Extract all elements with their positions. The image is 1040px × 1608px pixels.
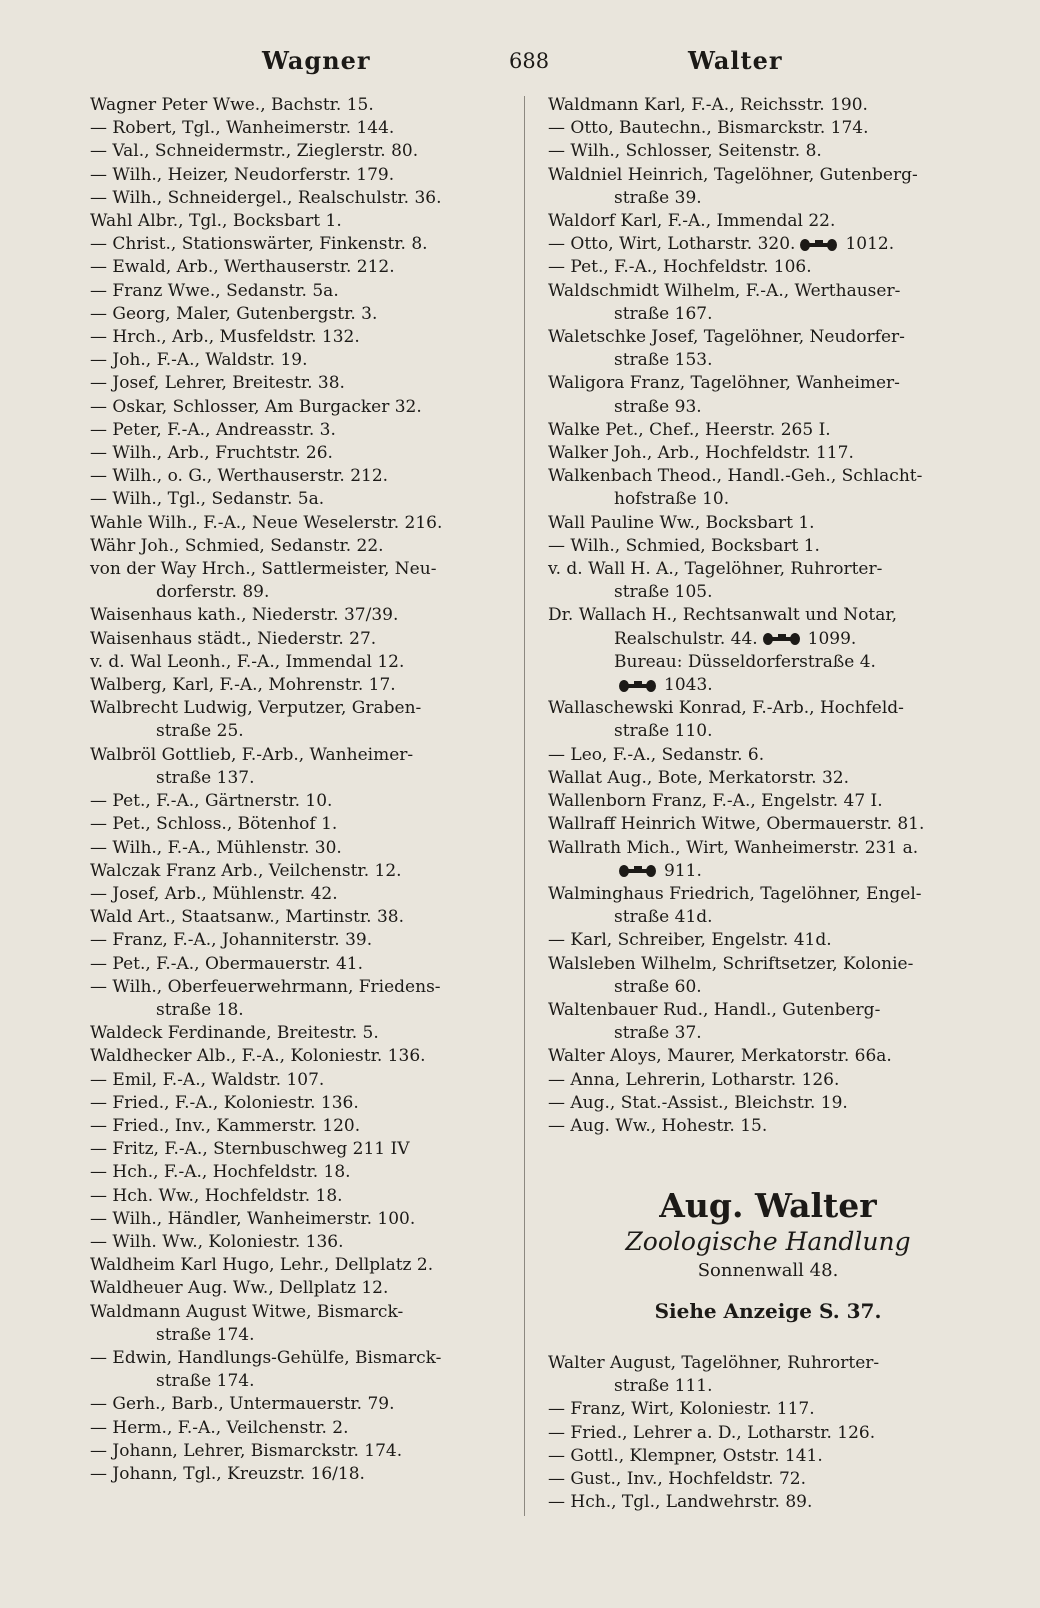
directory-entry (90, 1138, 530, 1161)
entry-text: — Wilh., Schlosser, Seitenstr. 8. (548, 141, 822, 162)
directory-entry (548, 140, 988, 163)
directory-entry (90, 280, 530, 303)
directory-entry (548, 233, 988, 256)
directory-entry (548, 813, 988, 836)
entry-text: — Gerh., Barb., Untermauerstr. 79. (90, 1394, 395, 1415)
telephone-icon (618, 864, 658, 878)
entry-text: straße 137. (156, 767, 255, 788)
directory-entry (548, 94, 988, 117)
directory-entry (548, 976, 988, 999)
directory-entry (90, 349, 530, 372)
entry-text: Wahle Wilh., F.-A., Neue Weselerstr. 216. (90, 512, 443, 533)
directory-entry (548, 953, 988, 976)
entry-text: Wagner Peter Wwe., Bachstr. 15. (90, 95, 374, 115)
directory-entry (90, 1324, 530, 1347)
entry-text: — Wilh., Schneidergel., Realschulstr. 36. (90, 187, 442, 208)
directory-entry (548, 581, 988, 604)
entry-text: straße 153. (614, 350, 713, 371)
phone-number: 1099. (807, 628, 857, 649)
entry-text: Walbröl Gottlieb, F.-Arb., Wanheimer- (90, 744, 414, 765)
directory-entry (90, 94, 530, 117)
entry-text: — Wilh., Schmied, Bocksbart 1. (548, 535, 820, 556)
entry-text: — Anna, Lehrerin, Lotharstr. 126. (548, 1069, 840, 1090)
entry-text: — Pet., F.-A., Gärtnerstr. 10. (90, 791, 333, 812)
directory-entry (548, 558, 988, 581)
directory-entry (90, 628, 530, 651)
entry-text: Wald Art., Staatsanw., Martinstr. 38. (90, 907, 404, 928)
directory-entry (548, 883, 988, 906)
entry-text: Währ Joh., Schmied, Sedanstr. 22. (90, 535, 384, 556)
entry-text: straße 18. (156, 999, 244, 1020)
phone-number: 911. (664, 860, 702, 881)
entry-text: — Josef, Arb., Mühlenstr. 42. (90, 883, 338, 904)
entry-text: — Hch. Ww., Hochfeldstr. 18. (90, 1185, 343, 1206)
directory-entry (548, 210, 988, 233)
directory-entry (548, 326, 988, 349)
entry-text: straße 93. (614, 396, 702, 417)
entry-text: Waldheim Karl Hugo, Lehr., Dellplatz 2. (90, 1255, 434, 1276)
directory-entry (90, 1301, 530, 1324)
directory-entry (90, 860, 530, 883)
entry-text: Waisenhaus städt., Niederstr. 27. (90, 628, 377, 649)
entry-text: Waisenhaus kath., Niederstr. 37/39. (90, 605, 399, 626)
entry-text: — Peter, F.-A., Andreasstr. 3. (90, 419, 336, 440)
entry-text: — Joh., F.-A., Waldstr. 19. (90, 350, 308, 371)
entry-text: Waldorf Karl, F.-A., Immendal 22. (548, 211, 836, 232)
directory-entry (90, 837, 530, 860)
directory-entry (90, 140, 530, 163)
directory-entry (90, 396, 530, 419)
directory-entry (548, 256, 988, 279)
entry-text: Wallrath Mich., Wirt, Wanheimerstr. 231 a. (548, 837, 919, 858)
directory-entry (90, 256, 530, 279)
entry-text: — Fritz, F.-A., Sternbuschweg 211 IV (90, 1139, 410, 1160)
directory-entry (90, 465, 530, 488)
entry-text: — Wilh., Oberfeuerwehrmann, Friedens- (90, 976, 441, 997)
directory-entry (548, 1468, 988, 1491)
directory-entry (548, 744, 988, 767)
entry-text: straße 39. (614, 187, 702, 208)
entry-text: Waldheuer Aug. Ww., Dellplatz 12. (90, 1278, 389, 1299)
directory-entry (548, 651, 988, 674)
entry-text: straße 167. (614, 303, 713, 324)
entry-text: — Wilh., Arb., Fruchtstr. 26. (90, 443, 333, 464)
entry-text: — Johann, Lehrer, Bismarckstr. 174. (90, 1440, 403, 1461)
directory-entry (90, 790, 530, 813)
directory-entry (548, 535, 988, 558)
entry-text: — Herm., F.-A., Veilchenstr. 2. (90, 1417, 349, 1438)
directory-entry (90, 419, 530, 442)
directory-entry (90, 1115, 530, 1138)
directory-entry (90, 1417, 530, 1440)
directory-entry (548, 837, 988, 860)
entry-text: straße 174. (156, 1324, 255, 1345)
directory-entry (548, 117, 988, 140)
directory-entry (548, 1491, 988, 1514)
entry-text: Dr. Wallach H., Rechtsanwalt und Notar, (548, 605, 897, 626)
directory-entry (90, 720, 530, 743)
directory-entry (90, 1393, 530, 1416)
directory-entry (90, 1231, 530, 1254)
directory-entry (548, 1375, 988, 1398)
entry-text: Wallenborn Franz, F.-A., Engelstr. 47 I. (548, 791, 883, 812)
directory-entry (548, 349, 988, 372)
entry-text: — Edwin, Handlungs-Gehülfe, Bismarck- (90, 1347, 442, 1368)
entry-text: — Ewald, Arb., Werthauserstr. 212. (90, 257, 395, 278)
entry-text: — Pet., Schloss., Bötenhof 1. (90, 814, 338, 835)
entry-text: Wallaschewski Konrad, F.-Arb., Hochfeld- (548, 698, 904, 719)
directory-entry (548, 674, 988, 697)
entry-text: — Hch., F.-A., Hochfeldstr. 18. (90, 1162, 351, 1183)
entry-text: Waldmann August Witwe, Bismarck- (90, 1301, 404, 1322)
directory-entry (90, 1254, 530, 1277)
directory-entry (90, 883, 530, 906)
entry-text: Waldhecker Alb., F.-A., Koloniestr. 136. (90, 1046, 426, 1067)
entry-text: — Franz, Wirt, Koloniestr. 117. (548, 1399, 815, 1420)
right-column-after-ad (548, 1352, 988, 1514)
entry-text: — Otto, Wirt, Lotharstr. 320. (548, 234, 796, 255)
entry-text: — Emil, F.-A., Waldstr. 107. (90, 1069, 325, 1090)
entry-text: — Hch., Tgl., Landwehrstr. 89. (548, 1492, 813, 1513)
entry-text: Walke Pet., Chef., Heerstr. 265 I. (548, 419, 831, 440)
directory-entry (90, 233, 530, 256)
directory-entry (90, 744, 530, 767)
directory-entry (90, 535, 530, 558)
directory-entry (90, 674, 530, 697)
entry-text: straße 41d. (614, 907, 713, 928)
directory-entry (548, 1445, 988, 1468)
entry-text: Waligora Franz, Tagelöhner, Wanheimer- (548, 373, 900, 394)
directory-entry (548, 303, 988, 326)
directory-entry (90, 953, 530, 976)
directory-entry (90, 1185, 530, 1208)
entry-text: Walczak Franz Arb., Veilchenstr. 12. (90, 860, 402, 881)
entry-text: — Otto, Bautechn., Bismarckstr. 174. (548, 118, 869, 139)
entry-text: straße 111. (614, 1376, 713, 1397)
entry-text: Walker Joh., Arb., Hochfeldstr. 117. (548, 443, 854, 464)
ad-business: Zoologische Handlung (625, 1227, 911, 1256)
directory-entry (90, 210, 530, 233)
entry-text: dorferstr. 89. (156, 582, 270, 603)
directory-entry (548, 720, 988, 743)
entry-text: — Wilh., Heizer, Neudorferstr. 179. (90, 164, 395, 185)
directory-entry (90, 697, 530, 720)
directory-entry (90, 813, 530, 836)
directory-entry (90, 488, 530, 511)
entry-text: — Pet., F.-A., Obermauerstr. 41. (90, 953, 364, 974)
directory-entry (548, 1398, 988, 1421)
directory-entry (548, 906, 988, 929)
directory-entry (90, 558, 530, 581)
directory-entry (548, 372, 988, 395)
directory-entry (548, 790, 988, 813)
directory-entry (548, 488, 988, 511)
directory-entry (90, 187, 530, 210)
directory-entry (90, 767, 530, 790)
entry-text: Waltenbauer Rud., Handl., Gutenberg- (548, 999, 881, 1020)
ad-note: Siehe Anzeige S. 37. (654, 1299, 882, 1323)
directory-entry (90, 1092, 530, 1115)
entry-text: Waldschmidt Wilhelm, F.-A., Werthauser- (548, 280, 901, 301)
entry-text: Waldniel Heinrich, Tagelöhner, Gutenberg- (548, 164, 918, 185)
directory-entry (90, 303, 530, 326)
telephone-icon (799, 238, 839, 252)
directory-entry (548, 512, 988, 535)
entry-text: — Fried., F.-A., Koloniestr. 136. (90, 1092, 359, 1113)
entry-text: — Josef, Lehrer, Breitestr. 38. (90, 373, 345, 394)
entry-text: — Oskar, Schlosser, Am Burgacker 32. (90, 396, 422, 417)
advertisement (548, 1186, 988, 1324)
entry-text: — Gust., Inv., Hochfeldstr. 72. (548, 1469, 807, 1490)
entry-text: Wallat Aug., Bote, Merkatorstr. 32. (548, 767, 850, 788)
directory-entry (90, 326, 530, 349)
entry-text: Walberg, Karl, F.-A., Mohrenstr. 17. (90, 675, 396, 696)
directory-entry (548, 1092, 988, 1115)
directory-entry (548, 164, 988, 187)
entry-text: straße 60. (614, 976, 702, 997)
directory-entry (90, 1161, 530, 1184)
entry-text: straße 174. (156, 1371, 255, 1392)
entry-text: Bureau: Düsseldorferstraße 4. (614, 651, 876, 672)
entry-text: straße 25. (156, 721, 244, 742)
directory-entry (90, 164, 530, 187)
directory-entry (548, 396, 988, 419)
entry-text: v. d. Wal Leonh., F.-A., Immendal 12. (90, 651, 405, 672)
directory-entry (90, 929, 530, 952)
directory-entry (90, 1440, 530, 1463)
entry-text: — Val., Schneidermstr., Zieglerstr. 80. (90, 141, 419, 162)
entry-text: Walbrecht Ludwig, Verputzer, Graben- (90, 698, 422, 719)
entry-text: — Aug. Ww., Hohestr. 15. (548, 1115, 768, 1136)
directory-entry (548, 442, 988, 465)
header-left-keyword: Wagner (262, 46, 371, 75)
directory-entry (548, 767, 988, 790)
directory-entry (90, 1069, 530, 1092)
directory-entry (548, 187, 988, 210)
directory-entry (548, 1115, 988, 1138)
directory-entry (90, 651, 530, 674)
entry-text: hofstraße 10. (614, 489, 730, 510)
phone-number: 1043. (664, 675, 713, 696)
directory-entry (90, 117, 530, 140)
directory-entry (548, 280, 988, 303)
directory-entry (548, 419, 988, 442)
entry-text: v. d. Wall H. A., Tagelöhner, Ruhrorter- (548, 559, 883, 580)
entry-text: Walminghaus Friedrich, Tagelöhner, Engel- (548, 883, 922, 904)
entry-text: — Karl, Schreiber, Engelstr. 41d. (548, 930, 832, 951)
entry-text: straße 37. (614, 1023, 702, 1044)
entry-text: — Leo, F.-A., Sedanstr. 6. (548, 744, 765, 765)
entry-text: — Wilh., F.-A., Mühlenstr. 30. (90, 837, 342, 858)
directory-entry (90, 604, 530, 627)
directory-entry (90, 372, 530, 395)
directory-entry (548, 1069, 988, 1092)
left-column (90, 94, 530, 1486)
entry-text: — Fried., Lehrer a. D., Lotharstr. 126. (548, 1422, 876, 1443)
entry-text: Walter August, Tagelöhner, Ruhrorter- (548, 1353, 880, 1373)
entry-text: — Aug., Stat.-Assist., Bleichstr. 19. (548, 1092, 848, 1113)
entry-text: — Wilh., Händler, Wanheimerstr. 100. (90, 1208, 416, 1229)
entry-text: — Georg, Maler, Gutenbergstr. 3. (90, 303, 378, 324)
entry-text: Wahl Albr., Tgl., Bocksbart 1. (90, 211, 342, 232)
directory-entry (548, 465, 988, 488)
directory-entry (90, 512, 530, 535)
entry-text: — Franz, F.-A., Johanniterstr. 39. (90, 930, 373, 951)
entry-text: Wall Pauline Ww., Bocksbart 1. (548, 512, 815, 533)
entry-text: Walsleben Wilhelm, Schriftsetzer, Kolonie- (548, 953, 914, 974)
phone-number: 1012. (845, 234, 895, 255)
directory-entry (548, 628, 988, 651)
entry-text: Waldeck Ferdinande, Breitestr. 5. (90, 1023, 379, 1044)
directory-entry (548, 1352, 988, 1375)
directory-entry (90, 906, 530, 929)
entry-text: — Christ., Stationswärter, Finkenstr. 8. (90, 234, 428, 255)
entry-text: von der Way Hrch., Sattlermeister, Neu- (90, 559, 437, 580)
ad-address: Sonnenwall 48. (697, 1260, 839, 1281)
entry-text: — Wilh., Tgl., Sedanstr. 5a. (90, 489, 325, 510)
directory-entry (548, 1022, 988, 1045)
directory-entry (90, 1045, 530, 1068)
header-right-keyword: Walter (688, 46, 783, 75)
entry-text: Realschulstr. 44. (614, 628, 758, 649)
directory-entry (90, 1022, 530, 1045)
directory-entry (548, 860, 988, 883)
telephone-icon (762, 632, 802, 646)
page-number: 688 (509, 49, 550, 73)
directory-entry (90, 1370, 530, 1393)
entry-text: — Johann, Tgl., Kreuzstr. 16/18. (90, 1463, 365, 1484)
directory-entry (90, 1277, 530, 1300)
entry-text: — Franz Wwe., Sedanstr. 5a. (90, 280, 339, 301)
entry-text: — Wilh. Ww., Koloniestr. 136. (90, 1231, 344, 1252)
entry-text: — Gottl., Klempner, Oststr. 141. (548, 1445, 823, 1466)
directory-entry (90, 1463, 530, 1486)
entry-text: Waldmann Karl, F.-A., Reichsstr. 190. (548, 95, 868, 115)
entry-text: — Pet., F.-A., Hochfeldstr. 106. (548, 257, 812, 278)
directory-entry (90, 1208, 530, 1231)
entry-text: — Wilh., o. G., Werthauserstr. 212. (90, 466, 389, 487)
entry-text: Walter Aloys, Maurer, Merkatorstr. 66a. (548, 1046, 892, 1067)
directory-entry (90, 581, 530, 604)
directory-entry (548, 999, 988, 1022)
directory-entry (90, 976, 530, 999)
directory-entry (548, 929, 988, 952)
entry-text: straße 105. (614, 582, 713, 603)
ad-name: Aug. Walter (659, 1186, 877, 1225)
entry-text: Walkenbach Theod., Handl.-Geh., Schlacht- (548, 466, 923, 487)
directory-entry (90, 442, 530, 465)
entry-text: — Hrch., Arb., Musfeldstr. 132. (90, 327, 360, 348)
entry-text: — Robert, Tgl., Wanheimerstr. 144. (90, 118, 395, 139)
directory-entry (548, 697, 988, 720)
entry-text: straße 110. (614, 721, 713, 742)
directory-entry (90, 999, 530, 1022)
directory-entry (90, 1347, 530, 1370)
directory-entry (548, 1045, 988, 1068)
directory-entry (548, 1422, 988, 1445)
entry-text: Wallraff Heinrich Witwe, Obermauerstr. 81. (548, 814, 925, 835)
right-column (548, 94, 988, 1138)
directory-entry (548, 604, 988, 627)
entry-text: Waletschke Josef, Tagelöhner, Neudorfer- (548, 327, 905, 348)
telephone-icon (618, 679, 658, 693)
entry-text: — Fried., Inv., Kammerstr. 120. (90, 1115, 361, 1136)
